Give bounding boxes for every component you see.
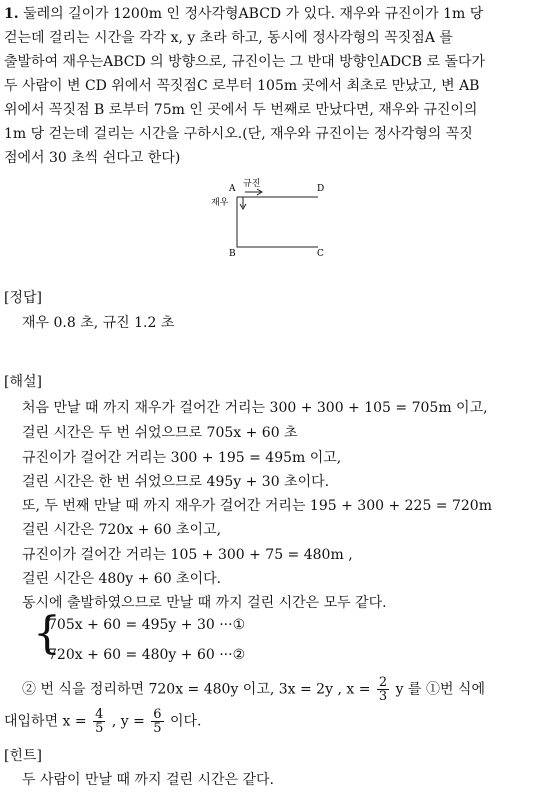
equation-2: 720x + 60 = 480y + 60 ···② — [48, 647, 246, 663]
square-diagram — [205, 175, 345, 265]
explanation-line: 동시에 출발하였으므로 만날 때 까지 걸린 시간은 모두 같다. — [22, 595, 387, 611]
explanation-line: 처음 만날 때 까지 재우가 걸어간 거리는 300 + 300 + 105 = 705m 이고, — [22, 400, 488, 416]
explanation-final-line-2 — [4, 708, 202, 735]
explanation-line: 걸린 시간은 두 번 쉬었으므로 705x + 60 초 — [22, 425, 298, 441]
final-text-2: y 를 ①번 식에 — [395, 681, 485, 698]
final-text-1: ② 번 식을 정리하면 720x = 480y 이고, 3x = 2y , x = — [22, 681, 371, 698]
vertex-d: D — [317, 184, 325, 194]
explanation-line: 또, 두 번째 만날 때 까지 재우가 걸어간 거리는 195 + 300 + 225 = 720m — [22, 498, 492, 514]
fraction-y — [151, 708, 163, 735]
question-line-1 — [4, 4, 483, 24]
equation-1: 705x + 60 = 495y + 30 ···① — [48, 617, 246, 633]
question-line-4: 두 사람이 변 CD 위에서 꼭짓점C 로부터 105m 곳에서 최초로 만났고, 변 AB — [4, 78, 480, 94]
final-text-3: 대입하면 x = — [4, 713, 87, 730]
gyujin-label: 규진 — [243, 179, 261, 189]
frac-num: 2 — [378, 675, 388, 690]
final-text-4: , y = — [111, 713, 145, 730]
hint-header: [힌트] — [4, 748, 42, 764]
frac-num: 6 — [153, 707, 162, 722]
question-line-2: 걷는데 걸리는 시간을 각각 x, y 초라 하고, 동시에 정사각형의 꼭짓점A 를 — [4, 30, 453, 46]
question-line-5: 위에서 꼭짓점 B 로부터 75m 인 곳에서 두 번째로 만났다면, 재우와 규진이의 — [4, 102, 478, 118]
vertex-b: B — [229, 249, 236, 259]
frac-den: 3 — [378, 689, 388, 704]
explanation-line: 걸린 시간은 한 번 쉬었으므로 495y + 30 초이다. — [22, 474, 330, 490]
fraction-x — [93, 708, 105, 735]
explanation-line: 걸린 시간은 480y + 60 초이다. — [22, 571, 222, 587]
explanation-header: [해설] — [4, 374, 42, 390]
hint-text: 두 사람이 만날 때 까지 걸린 시간은 같다. — [22, 772, 274, 788]
square-sides-abc — [237, 197, 318, 247]
frac-num: 4 — [95, 707, 104, 722]
explanation-line: 걸린 시간은 720x + 60 초이고, — [22, 522, 222, 538]
question-line-7: 점에서 30 초씩 쉰다고 한다) — [4, 150, 181, 166]
question-line-6: 1m 당 걷는데 걸리는 시간을 구하시오.(단, 재우와 규진이는 정사각형의 꼭짓 — [4, 126, 473, 142]
system-brace: { — [33, 608, 61, 659]
frac-den: 5 — [95, 721, 104, 736]
answer-header: [정답] — [4, 290, 42, 306]
fraction-two-thirds — [377, 676, 389, 703]
vertex-c: C — [317, 249, 324, 259]
explanation-final-line-1 — [22, 676, 485, 703]
question-number: 1. — [4, 6, 19, 22]
question-text: 둘레의 길이가 1200m 인 정사각형ABCD 가 있다. 재우와 규진이가 1m 당 — [23, 6, 484, 22]
explanation-line: 규진이가 걸어간 거리는 105 + 300 + 75 = 480m , — [22, 547, 353, 563]
final-text-5: 이다. — [170, 713, 202, 730]
answer-text: 재우 0.8 초, 규진 1.2 초 — [22, 315, 175, 331]
explanation-line: 규진이가 걸어간 거리는 300 + 195 = 495m 이고, — [22, 450, 342, 466]
vertex-a: A — [229, 184, 236, 194]
frac-den: 5 — [153, 721, 162, 736]
jaewoo-label: 재우 — [211, 198, 229, 208]
question-line-3: 출발하여 재우는ABCD 의 방향으로, 규진이는 그 반대 방향인ADCB 로 돌다가 — [4, 54, 486, 70]
